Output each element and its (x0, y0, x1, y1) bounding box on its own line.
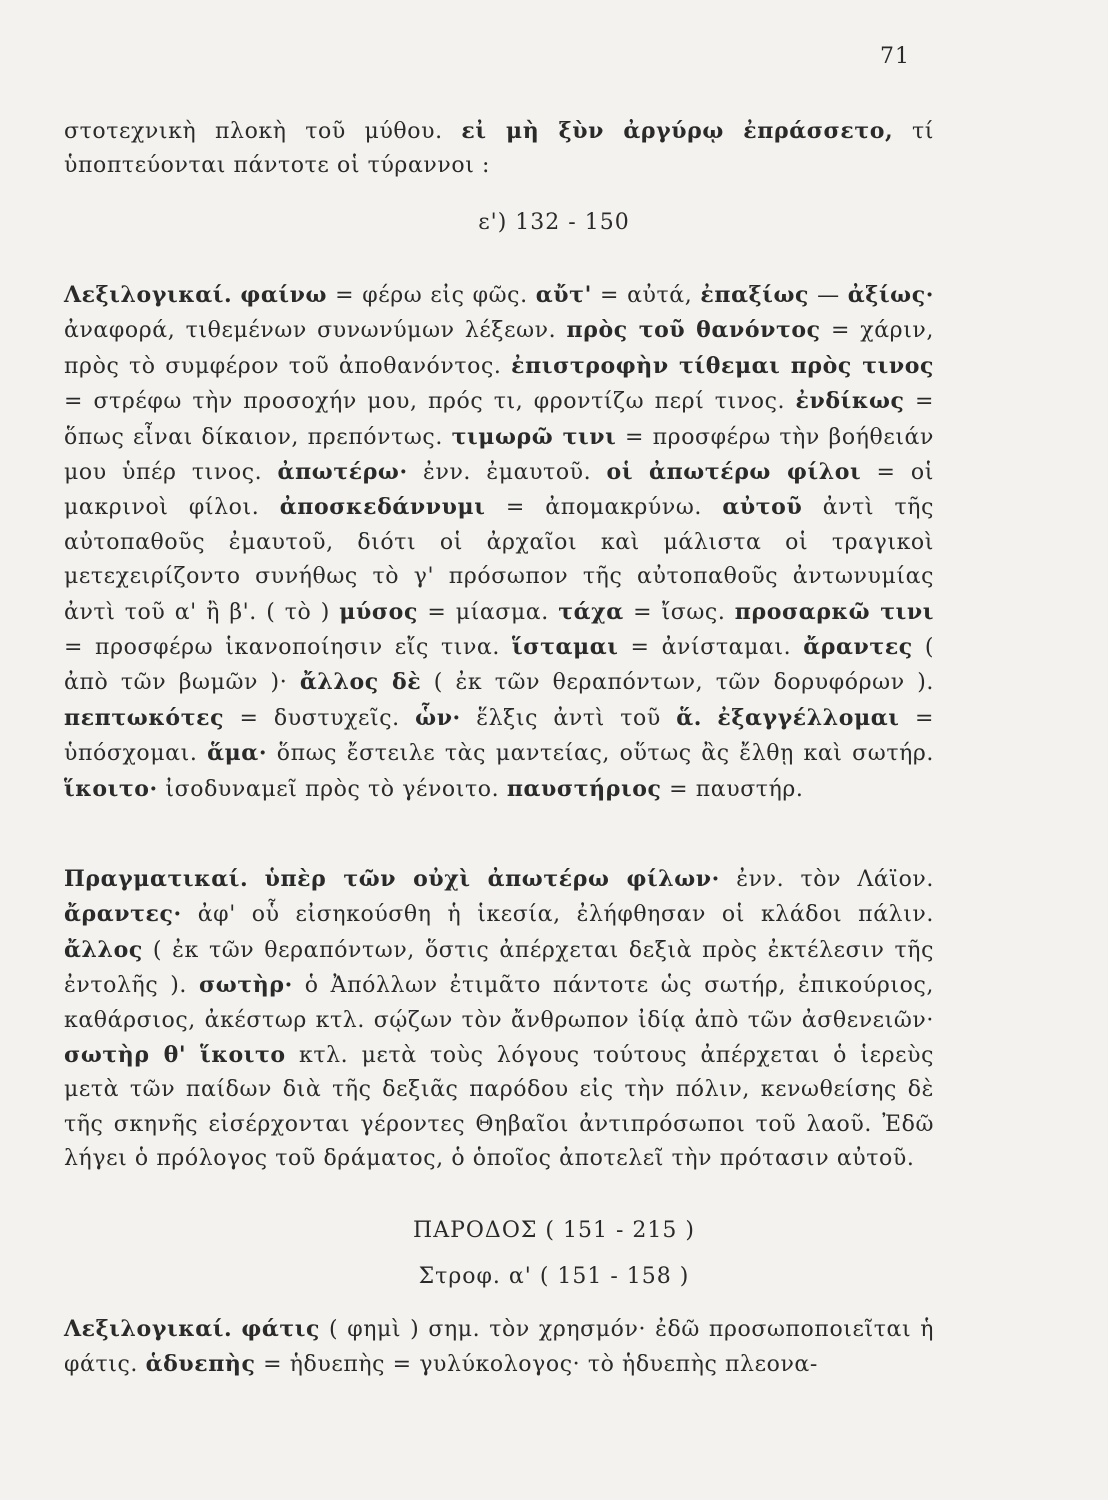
text-run: = οἱ μακρινοὶ φίλοι. (64, 460, 934, 521)
bold-term: ἁδυεπὴς (145, 1351, 256, 1378)
bold-term: ὧν· (415, 704, 461, 731)
bold-term: ἅ. (676, 704, 702, 731)
text-run (248, 867, 264, 892)
bold-term: σωτὴρ θ' ἵκοιτο (64, 1042, 286, 1069)
bold-term: ἄλλος (64, 936, 143, 963)
text-run (232, 1317, 241, 1342)
text-run: ἐνν. ἐμαυτοῦ. (407, 460, 607, 486)
text-run: = ὅπως εἶναι δίκαιον, πρεπόντως. (64, 389, 934, 450)
bold-term: προσαρκῶ τινι (734, 598, 934, 625)
bold-term: πεπτωκότες (64, 704, 225, 731)
text-run: = αὐτά, (591, 283, 701, 308)
text-run: = προσφέρω ἱκανοποίησιν εἴς τινα. (64, 635, 513, 661)
text-run: = ἀπομακρύνω. (485, 495, 723, 521)
text-run: = φέρω εἰς φῶς. (327, 283, 536, 308)
text-run: ἰσοδυναμεῖ πρὸς τὸ γένοιτο. (157, 776, 507, 802)
bold-term: ἅμα· (207, 740, 268, 767)
bold-term: ὑπὲρ τῶν οὐχὶ ἀπωτέρω φίλων· (264, 866, 720, 892)
text-run: = μίασμα. (417, 599, 559, 625)
bold-term: ἀποσκεδάννυμι (279, 494, 486, 521)
section-heading-parodos: ΠΑΡΟΔΟΣ ( 151 - 215 ) (413, 1218, 695, 1243)
text-run: ἀντὶ τῆς αὐτοπαθοῦς ἐμαυτοῦ, διότι οἱ ἀρχαῖοι καὶ μάλιστα οἱ τραγικοὶ μετεχειρίζοντο συνήθως τὸ γ' πρόσωπον τῆς αὐτοπαθοῦς ἀντωνυμίας ἀντὶ τοῦ α' ἢ β'. ( τὸ ) (64, 495, 934, 625)
bold-term: ἐπαξίως (700, 282, 810, 308)
bold-term: ἐπιστροφὴν τίθεμαι πρὸς τινος (511, 352, 934, 379)
page-number: 71 (880, 44, 910, 69)
section-heading-e: ε') 132 - 150 (478, 210, 630, 235)
paragraph-intro (64, 114, 934, 184)
paragraph-lexilogikai-2 (64, 1312, 934, 1383)
text-run: ἐνν. τὸν Λάϊον. (719, 867, 934, 892)
text-run: = ἴσως. (623, 599, 735, 625)
bold-term: μύσος (339, 598, 418, 625)
text-run: ( ἐκ τῶν θεραπόντων, ὅστις ἀπέρχεται δεξιὰ πρὸς ἐκτέλεσιν τῆς ἐντολῆς ). (64, 937, 934, 999)
bold-term: ἐνδίκως (795, 388, 905, 415)
text-run: = προσφέρω τὴν βοήθειάν μου ὑπέρ τινος. (64, 424, 934, 486)
bold-term: ἐξαγγέλλομαι (717, 704, 900, 731)
bold-term: ἄραντες· (64, 901, 182, 928)
section-label: Λεξιλογικαί. (64, 1316, 233, 1342)
bold-term: ἀπωτέρω· (277, 459, 408, 486)
text-run: ἀφ' οὗ εἰσηκούσθη ἡ ἱκεσία, ἐλήφθησαν οἱ κλάδοι πάλιν. (181, 902, 934, 928)
bold-term: φαίνω (240, 282, 328, 308)
text-run: κτλ. μετὰ τοὺς λόγους τούτους ἀπέρχεται ὁ ἱερεὺς μετὰ τῶν παίδων διὰ τῆς δεξιᾶς παρόδου εἰς τὴν πόλιν, κενωθείσης δὲ τῆς σκηνῆς εἰσέρχονται γέροντες Θηβαῖοι ἀντιπρόσωποι τοῦ λαοῦ. Ἐδῶ λήγει ὁ πρόλογος τοῦ δράματος, ὁ ὁποῖος ἀποτελεῖ τὴν πρότασιν αὐτοῦ. (64, 1043, 934, 1172)
bold-term: ἵκοιτο· (64, 775, 158, 802)
text-run: = ὑπόσχομαι. (64, 705, 934, 767)
text-run: ( ἐκ τῶν θεραπόντων, τῶν δορυφόρων ). (421, 670, 934, 696)
bold-term: παυστήριος (506, 775, 662, 802)
bold-term: ἄραντες (803, 634, 913, 661)
text-run: = δυστυχεῖς. (224, 705, 416, 731)
bold-term: οἱ ἀπωτέρω φίλοι (606, 459, 862, 486)
text-run: ὁ Ἀπόλλων ἐτιμᾶτο πάντοτε ὡς σωτήρ, ἐπικούριος, καθάρσιος, ἀκέστωρ κτλ. σῴζων τὸν ἄνθρωπον ἰδίᾳ ἀπὸ τῶν ἀσθενειῶν· (64, 973, 934, 1033)
bold-term: πρὸς τοῦ θανόντος (566, 317, 821, 344)
text-run: — (809, 283, 848, 308)
text-run: ἕλξις ἀντὶ τοῦ (460, 705, 677, 731)
bold-term: τιμωρῶ τινι (451, 423, 617, 450)
text-run: = ἀνίσταμαι. (618, 635, 804, 661)
text-run: = στρέφω τὴν προσοχήν μου, πρός τι, φροντίζω περί τινος. (64, 389, 796, 415)
text-run: = ἡδυεπὴς = γυλύκολογος· τὸ ἡδυεπὴς πλεονα- (255, 1352, 818, 1378)
text-run: στοτεχνικὴ πλοκὴ τοῦ μύθου. (64, 119, 462, 144)
text-run: ἀναφορά, τιθεμένων συνωνύμων λέξεων. (64, 318, 567, 344)
bold-term: αὐτοῦ (722, 494, 803, 521)
text-run: = παυστήρ. (661, 776, 804, 802)
section-label: Πραγματικαί. (64, 866, 249, 892)
bold-term: ἀξίως· (847, 282, 934, 308)
section-heading-strophe: Στροφ. α' ( 151 - 158 ) (418, 1264, 690, 1289)
bold-term: εἰ μὴ ξὺν ἀργύρῳ ἐπράσσετο, (461, 118, 894, 144)
bold-term: ἵσταμαι (512, 634, 619, 661)
text-run: ὅπως ἔστειλε τὰς μαντείας, οὕτως ἂς ἔλθῃ καὶ σωτήρ. (267, 741, 934, 767)
text-run: τί ὑποπτεύονται πάντοτε οἱ τύραννοι : (64, 119, 935, 179)
bold-term: αὔτ' (535, 282, 592, 308)
text-run: ( ἀπὸ τῶν βωμῶν )· (64, 635, 934, 696)
bold-term: φάτις (241, 1316, 321, 1342)
bold-term: σωτὴρ· (198, 972, 293, 999)
section-label: Λεξιλογικαί. (64, 282, 233, 308)
paragraph-lexilogikai-1 (64, 278, 934, 807)
text-run: ( φημὶ ) σημ. τὸν χρησμόν· ἐδῶ προσωποποιεῖται ἡ φάτις. (64, 1317, 934, 1378)
bold-term: ἄλλος δὲ (299, 669, 422, 696)
bold-term: τάχα (558, 598, 624, 625)
text-run: = χάριν, πρὸς τὸ συμφέρον τοῦ ἀποθανόντος. (64, 318, 934, 379)
text-run (702, 706, 717, 731)
paragraph-pragmatikai (64, 862, 934, 1177)
